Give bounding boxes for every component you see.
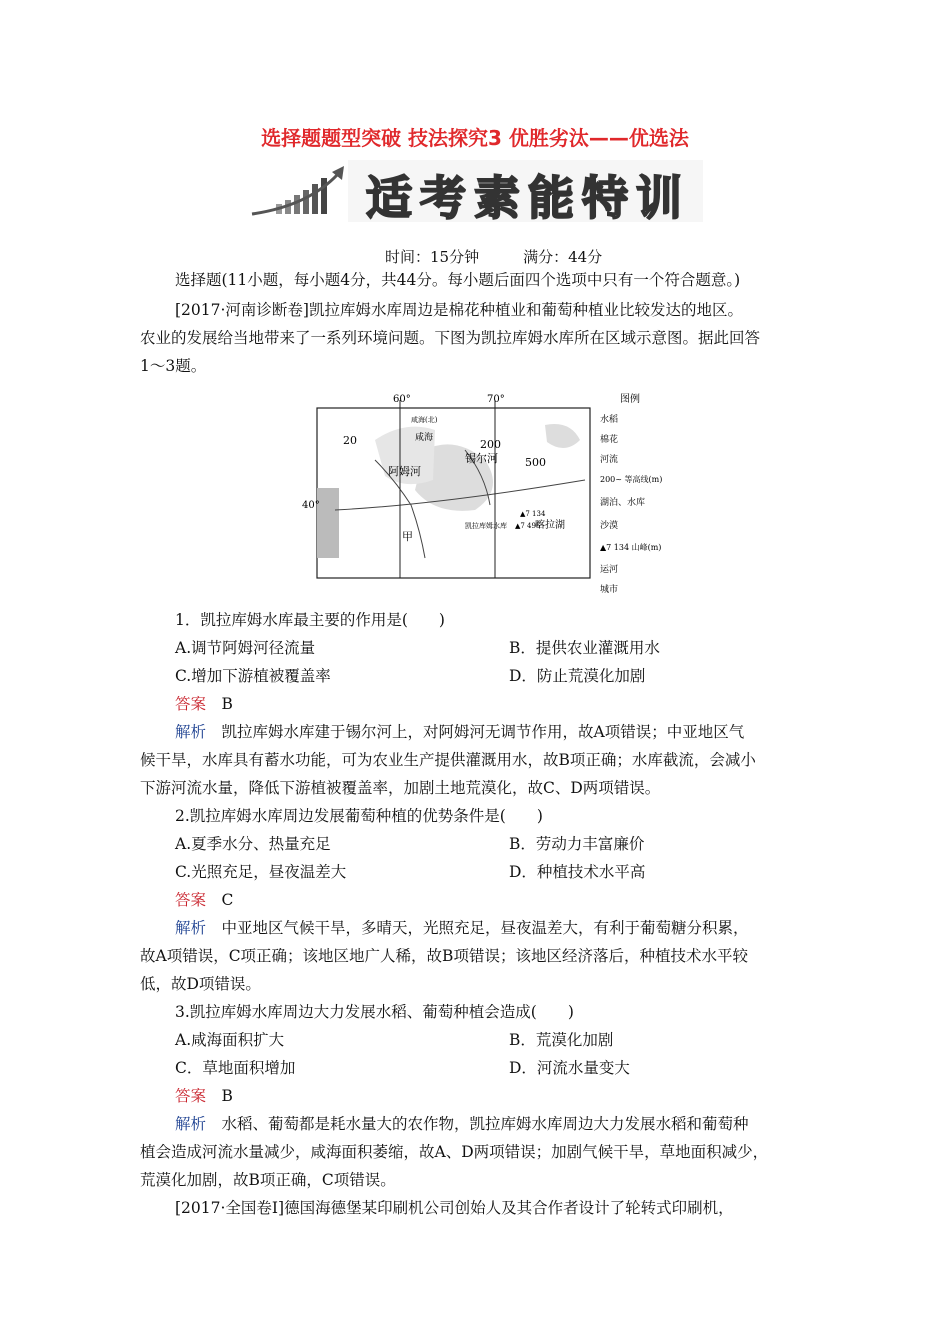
contour-label: 20 <box>343 434 357 447</box>
contour-label: 200 <box>480 438 501 451</box>
legend-item: 运河 <box>600 565 619 575</box>
option-a: A.咸海面积扩大 <box>175 1031 285 1049</box>
peak-label: ▲7 495 <box>515 522 541 530</box>
page-title: 选择题题型突破 技法探究3 优胜劣汰——优选法 <box>261 126 689 150</box>
time-limit: 时间：15分钟 <box>385 248 480 266</box>
jia-label: 甲 <box>402 530 413 543</box>
explanation-line <box>175 1114 749 1134</box>
legend-item: 城市 <box>600 585 619 595</box>
legend-item: ▲7 134 山峰(m) <box>600 543 662 552</box>
legend-item: 水稻 <box>600 415 619 425</box>
legend-item: 湖泊、水库 <box>600 498 646 508</box>
option-d: D．种植技术水平高 <box>509 863 646 881</box>
amu-label: 阿姆河 <box>388 465 421 478</box>
full-score: 满分：44分 <box>523 248 603 266</box>
legend-item: 棉花 <box>600 435 619 445</box>
legend-item: 河流 <box>600 455 619 465</box>
option-b: B．荒漠化加剧 <box>509 1031 614 1049</box>
passage-line: [2017·河南诊断卷]凯拉库姆水库周边是棉花种植业和葡萄种植业比较发达的地区。 <box>175 301 743 319</box>
peak-label: ▲7 134 <box>520 510 546 518</box>
explanation-line: 荒漠化加剧，故B项正确，C项错误。 <box>140 1171 396 1189</box>
answer-row <box>175 1086 233 1106</box>
explanation-line: 候干旱，水库具有蓄水功能，可为农业生产提供灌溉用水，故B项正确；水库截流，会减小 <box>140 751 756 769</box>
answer-row <box>175 890 233 910</box>
explanation-line: 故A项错误，C项正确；该地区地广人稀，故B项错误；该地区经济落后，种植技术水平较 <box>140 947 748 965</box>
explanation-line: 植会造成河流水量减少，咸海面积萎缩，故A、D两项错误；加剧气候干旱，草地面积减少， <box>140 1143 769 1161</box>
lon-label: 70° <box>487 394 505 405</box>
answer-label: 答案 <box>175 695 207 713</box>
explanation-label: 解析 <box>175 919 207 937</box>
answer-row <box>175 694 233 714</box>
question-stem: 3.凯拉库姆水库周边大力发展水稻、葡萄种植会造成( ) <box>175 1003 574 1021</box>
option-a: A.调节阿姆河径流量 <box>175 639 316 657</box>
next-passage: [2017·全国卷Ⅰ]德国海德堡某印刷机公司创始人及其合作者设计了轮转式印刷机， <box>175 1199 734 1217</box>
option-d: D．河流水量变大 <box>509 1059 630 1077</box>
legend-item: 200~ 等高线(m) <box>600 475 663 484</box>
intro: 选择题(11小题，每小题4分，共44分。每小题后面四个选项中只有一个符合题意。) <box>175 271 741 289</box>
answer-label: 答案 <box>175 891 207 909</box>
explanation-line <box>175 918 749 938</box>
xianhai-label: 咸海 <box>415 433 434 443</box>
explanation-label: 解析 <box>175 723 207 741</box>
option-d: D．防止荒漠化加剧 <box>509 667 646 685</box>
explanation-label: 解析 <box>175 1115 207 1133</box>
explanation-line <box>175 722 744 742</box>
xier-label: 锡尔河 <box>465 452 498 465</box>
answer-value: C <box>221 891 234 909</box>
contour-label: 500 <box>525 456 546 469</box>
legend-title: 图例 <box>620 394 640 405</box>
salt-lake-label: 咸海(北) <box>411 416 438 424</box>
answer-value: B <box>221 1087 233 1105</box>
option-b: B．提供农业灌溉用水 <box>509 639 660 657</box>
option-a: A.夏季水分、热量充足 <box>175 835 331 853</box>
passage-line: 农业的发展给当地带来了一系列环境问题。下图为凯拉库姆水库所在区域示意图。据此回答 <box>140 329 761 347</box>
explanation-line: 下游河流水量，降低下游植被覆盖率，加剧土地荒漠化，故C、D两项错误。 <box>140 779 661 797</box>
lon-label: 60° <box>393 394 411 405</box>
region-map <box>302 380 690 598</box>
explanation-text: 中亚地区气候干旱，多晴天，光照充足，昼夜温差大，有利于葡萄糖分积累， <box>221 919 749 937</box>
legend-item: 沙漠 <box>600 521 619 531</box>
question-stem: 1．凯拉库姆水库最主要的作用是( ) <box>175 611 445 629</box>
passage-line: 1～3题。 <box>140 357 207 375</box>
question-stem: 2.凯拉库姆水库周边发展葡萄种植的优势条件是( ) <box>175 807 543 825</box>
option-b: B．劳动力丰富廉价 <box>509 835 645 853</box>
answer-label: 答案 <box>175 1087 207 1105</box>
exam-info <box>385 246 602 267</box>
lake-label: 喀拉湖 <box>535 520 565 531</box>
option-c: C.光照充足，昼夜温差大 <box>175 863 347 881</box>
answer-value: B <box>221 695 233 713</box>
lat-label: 40° <box>302 500 320 511</box>
option-c: C.增加下游植被覆盖率 <box>175 667 331 685</box>
banner <box>248 160 703 225</box>
explanation-text: 水稻、葡萄都是耗水量大的农作物，凯拉库姆水库周边大力发展水稻和葡萄种 <box>221 1115 749 1133</box>
explanation-text: 凯拉库姆水库建于锡尔河上，对阿姆河无调节作用，故A项错误；中亚地区气 <box>221 723 745 741</box>
reservoir-label: 凯拉库姆水库 <box>465 522 507 530</box>
banner-title: 适考素能特训 <box>366 171 690 225</box>
option-c: C．草地面积增加 <box>175 1059 296 1077</box>
explanation-line: 低，故D项错误。 <box>140 975 261 993</box>
